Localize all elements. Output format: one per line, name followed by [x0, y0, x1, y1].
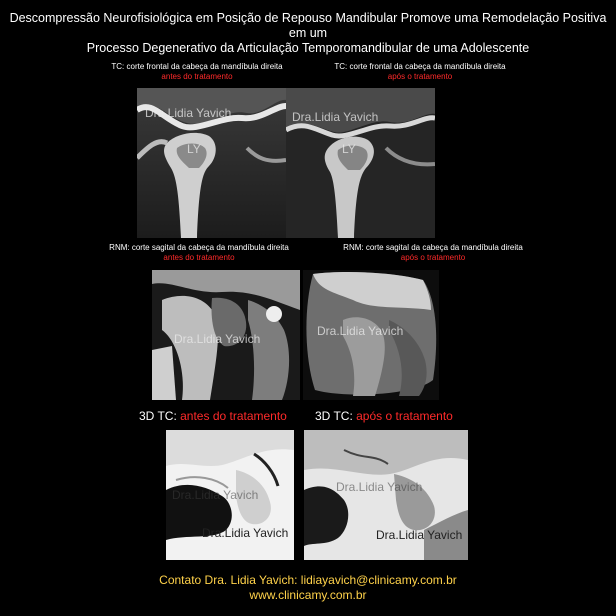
- ct-after-caption: [320, 62, 520, 82]
- title-line-2: Processo Degenerativo da Articulação Temporomandibular de uma Adolescente: [86, 41, 530, 55]
- mri-after-caption: [330, 243, 536, 263]
- mri-before-status: antes do tratamento: [163, 253, 235, 262]
- contact-email-line: Contato Dra. Lidia Yavich: lidiayavich@clinicamy.com.br: [159, 573, 457, 587]
- ct3d-before-watermark-2: Dra.Lidia Yavich: [202, 526, 289, 540]
- ct3d-after-image: [304, 430, 468, 560]
- ct3d-after-caption: [315, 409, 453, 423]
- mri-before-caption: [100, 243, 298, 263]
- mri-after-watermark: Dra.Lidia Yavich: [317, 324, 404, 338]
- ct3d-before-status: antes do tratamento: [180, 409, 287, 423]
- ct-after-status: após o tratamento: [387, 72, 453, 81]
- ct-after-image: [286, 88, 435, 238]
- mri-before-image: [152, 270, 300, 400]
- ct3d-after-prefix: 3D TC:: [315, 409, 357, 423]
- ct3d-before-prefix: 3D TC:: [139, 409, 181, 423]
- ct-after-caption-text: TC: corte frontal da cabeça da mandíbula direita: [334, 62, 506, 71]
- mri-after-status: após o tratamento: [400, 253, 466, 262]
- ct-before-status: antes do tratamento: [161, 72, 233, 81]
- ct3d-after-watermark-1: Dra.Lidia Yavich: [336, 480, 423, 494]
- page-title: [0, 11, 616, 56]
- ct3d-after-status: após o tratamento: [356, 409, 453, 423]
- ct3d-before-caption: [139, 409, 287, 423]
- ct-after-watermark: Dra.Lidia Yavich: [292, 110, 379, 124]
- ct-before-label: LY: [187, 142, 201, 156]
- ct-before-caption: [108, 62, 286, 82]
- ct3d-before-image: [166, 430, 294, 560]
- contact-website: www.clinicamy.com.br: [249, 588, 367, 602]
- title-line-1: Descompressão Neurofisiológica em Posição de Repouso Mandibular Promove uma Remodelação Positiva em um: [9, 11, 607, 40]
- ct-before-caption-text: TC: corte frontal da cabeça da mandíbula direita: [111, 62, 283, 71]
- ct-after-label: LY: [342, 142, 356, 156]
- ct3d-after-watermark-2: Dra.Lidia Yavich: [376, 528, 463, 542]
- mri-before-caption-text: RNM: corte sagital da cabeça da mandíbula direita: [109, 243, 289, 252]
- ct-before-image: [137, 88, 286, 238]
- mri-after-caption-text: RNM: corte sagital da cabeça da mandíbula direita: [343, 243, 523, 252]
- ct-before-watermark: Dra.Lidia Yavich: [145, 106, 232, 120]
- mri-after-image: [303, 270, 439, 400]
- ct3d-before-watermark-1: Dra.Lidia Yavich: [172, 488, 259, 502]
- mri-before-watermark: Dra.Lidia Yavich: [174, 332, 261, 346]
